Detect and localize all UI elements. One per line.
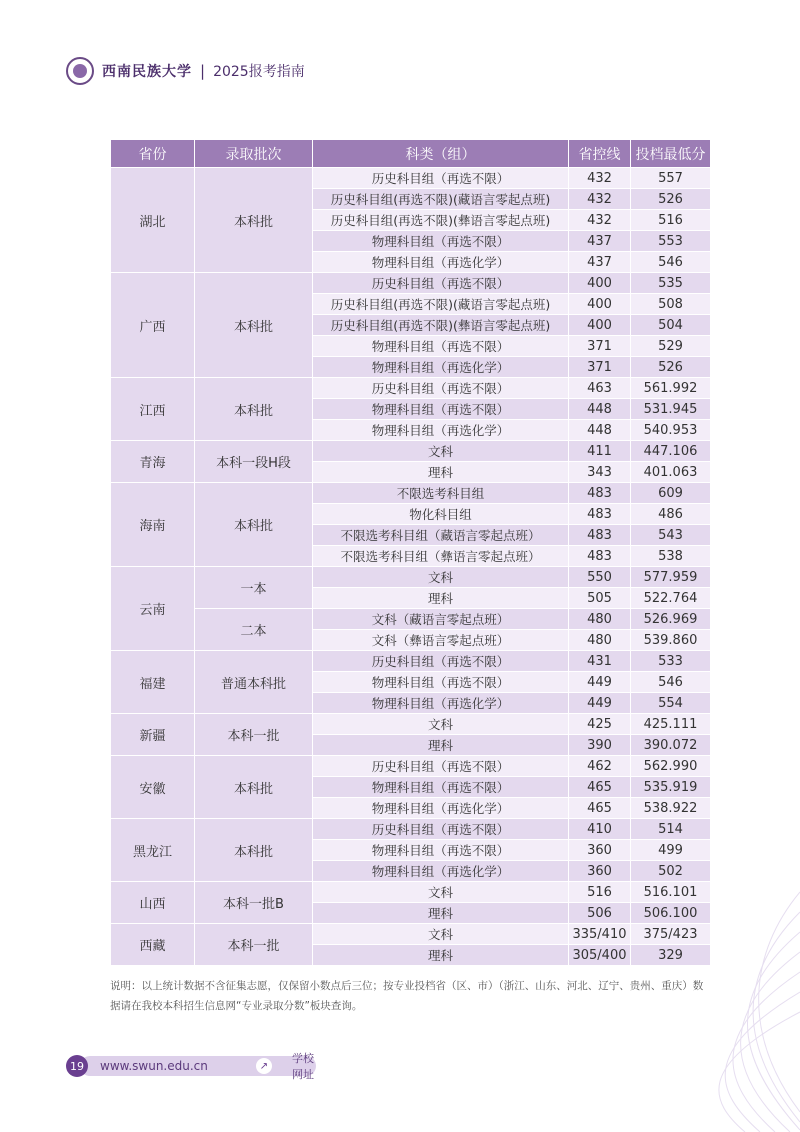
category-cell: 历史科目组(再选不限)(藏语言零起点班) bbox=[313, 294, 569, 315]
min-score-cell: 539.860 bbox=[631, 630, 711, 651]
province-cell: 广西 bbox=[111, 273, 195, 378]
province-cell: 黑龙江 bbox=[111, 819, 195, 882]
category-cell: 物理科目组（再选不限） bbox=[313, 399, 569, 420]
category-cell: 理科 bbox=[313, 735, 569, 756]
control-line-cell: 465 bbox=[569, 798, 631, 819]
province-cell: 江西 bbox=[111, 378, 195, 441]
control-line-cell: 400 bbox=[569, 294, 631, 315]
min-score-cell: 553 bbox=[631, 231, 711, 252]
min-score-cell: 538.922 bbox=[631, 798, 711, 819]
table-row bbox=[111, 273, 711, 294]
category-cell: 物理科目组（再选不限） bbox=[313, 777, 569, 798]
category-cell: 历史科目组（再选不限） bbox=[313, 651, 569, 672]
control-line-cell: 360 bbox=[569, 840, 631, 861]
category-cell: 历史科目组（再选不限） bbox=[313, 819, 569, 840]
min-score-cell: 531.945 bbox=[631, 399, 711, 420]
category-cell: 文科 bbox=[313, 441, 569, 462]
control-line-cell: 449 bbox=[569, 672, 631, 693]
table-body bbox=[111, 168, 711, 966]
table-header-row bbox=[111, 140, 711, 168]
category-cell: 历史科目组（再选不限） bbox=[313, 168, 569, 189]
category-cell: 物理科目组（再选化学） bbox=[313, 861, 569, 882]
category-cell: 物理科目组（再选化学） bbox=[313, 420, 569, 441]
control-line-cell: 305/400 bbox=[569, 945, 631, 966]
table-row bbox=[111, 756, 711, 777]
control-line-cell: 410 bbox=[569, 819, 631, 840]
university-logo bbox=[66, 57, 94, 85]
table-footnote: 说明：以上统计数据不含征集志愿，仅保留小数点后三位；按专业投档省（区、市）（浙江、山东、河北、辽宁、贵州、重庆）数据请在我校本科招生信息网“专业录取分数”板块查询。 bbox=[110, 980, 704, 1012]
batch-cell: 本科批 bbox=[195, 168, 313, 273]
control-line-cell: 371 bbox=[569, 336, 631, 357]
min-score-cell: 533 bbox=[631, 651, 711, 672]
min-score-cell: 516.101 bbox=[631, 882, 711, 903]
province-cell: 山西 bbox=[111, 882, 195, 924]
category-cell: 理科 bbox=[313, 945, 569, 966]
min-score-cell: 554 bbox=[631, 693, 711, 714]
control-line-cell: 483 bbox=[569, 546, 631, 567]
category-cell: 物理科目组（再选不限） bbox=[313, 231, 569, 252]
category-cell: 不限选考科目组（彝语言零起点班） bbox=[313, 546, 569, 567]
control-line-cell: 550 bbox=[569, 567, 631, 588]
website-link-bar[interactable] bbox=[80, 1052, 316, 1081]
table-row bbox=[111, 714, 711, 735]
min-score-cell: 526 bbox=[631, 357, 711, 378]
min-score-cell: 546 bbox=[631, 672, 711, 693]
control-line-cell: 411 bbox=[569, 441, 631, 462]
batch-cell: 普通本科批 bbox=[195, 651, 313, 714]
control-line-cell: 483 bbox=[569, 504, 631, 525]
province-cell: 新疆 bbox=[111, 714, 195, 756]
min-score-cell: 526.969 bbox=[631, 609, 711, 630]
control-line-cell: 425 bbox=[569, 714, 631, 735]
min-score-cell: 543 bbox=[631, 525, 711, 546]
category-cell: 物理科目组（再选不限） bbox=[313, 336, 569, 357]
category-cell: 物理科目组（再选不限） bbox=[313, 672, 569, 693]
batch-cell: 本科一段H段 bbox=[195, 441, 313, 483]
min-score-cell: 514 bbox=[631, 819, 711, 840]
batch-cell: 本科一批B bbox=[195, 882, 313, 924]
province-cell: 福建 bbox=[111, 651, 195, 714]
control-line-cell: 371 bbox=[569, 357, 631, 378]
control-line-cell: 437 bbox=[569, 231, 631, 252]
min-score-cell: 447.106 bbox=[631, 441, 711, 462]
control-line-cell: 432 bbox=[569, 189, 631, 210]
control-line-cell: 448 bbox=[569, 399, 631, 420]
min-score-cell: 506.100 bbox=[631, 903, 711, 924]
category-cell: 理科 bbox=[313, 588, 569, 609]
admission-score-table-wrapper bbox=[110, 139, 710, 966]
table-row bbox=[111, 483, 711, 504]
min-score-cell: 522.764 bbox=[631, 588, 711, 609]
batch-cell: 本科批 bbox=[195, 819, 313, 882]
category-cell: 物理科目组（再选化学） bbox=[313, 798, 569, 819]
table-row bbox=[111, 168, 711, 189]
control-line-cell: 400 bbox=[569, 273, 631, 294]
min-score-cell: 329 bbox=[631, 945, 711, 966]
control-line-cell: 480 bbox=[569, 609, 631, 630]
control-line-cell: 516 bbox=[569, 882, 631, 903]
min-score-cell: 535.919 bbox=[631, 777, 711, 798]
table-row bbox=[111, 609, 711, 630]
column-header-category: 科类（组） bbox=[313, 140, 569, 168]
category-cell: 文科 bbox=[313, 924, 569, 945]
category-cell: 不限选考科目组（藏语言零起点班） bbox=[313, 525, 569, 546]
table-row bbox=[111, 378, 711, 399]
page-header bbox=[66, 56, 305, 86]
decorative-wave-lines bbox=[600, 872, 800, 1132]
control-line-cell: 449 bbox=[569, 693, 631, 714]
min-score-cell: 375/423 bbox=[631, 924, 711, 945]
category-cell: 历史科目组(再选不限)(彝语言零起点班) bbox=[313, 210, 569, 231]
province-cell: 青海 bbox=[111, 441, 195, 483]
category-cell: 历史科目组（再选不限） bbox=[313, 756, 569, 777]
category-cell: 物理科目组（再选化学） bbox=[313, 252, 569, 273]
min-score-cell: 486 bbox=[631, 504, 711, 525]
category-cell: 物理科目组（再选不限） bbox=[313, 840, 569, 861]
batch-cell: 本科批 bbox=[195, 756, 313, 819]
category-cell: 物理科目组（再选化学） bbox=[313, 357, 569, 378]
min-score-cell: 538 bbox=[631, 546, 711, 567]
category-cell: 文科 bbox=[313, 714, 569, 735]
min-score-cell: 557 bbox=[631, 168, 711, 189]
control-line-cell: 437 bbox=[569, 252, 631, 273]
batch-cell: 二本 bbox=[195, 609, 313, 651]
control-line-cell: 463 bbox=[569, 378, 631, 399]
control-line-cell: 465 bbox=[569, 777, 631, 798]
guide-title: 2025报考指南 bbox=[213, 64, 305, 80]
control-line-cell: 483 bbox=[569, 525, 631, 546]
control-line-cell: 360 bbox=[569, 861, 631, 882]
category-cell: 历史科目组（再选不限） bbox=[313, 273, 569, 294]
category-cell: 物理科目组（再选化学） bbox=[313, 693, 569, 714]
header-separator: | bbox=[200, 62, 206, 80]
control-line-cell: 400 bbox=[569, 315, 631, 336]
page-footer bbox=[66, 1052, 316, 1081]
min-score-cell: 526 bbox=[631, 189, 711, 210]
control-line-cell: 390 bbox=[569, 735, 631, 756]
min-score-cell: 504 bbox=[631, 315, 711, 336]
category-cell: 历史科目组(再选不限)(藏语言零起点班) bbox=[313, 189, 569, 210]
control-line-cell: 432 bbox=[569, 168, 631, 189]
min-score-cell: 499 bbox=[631, 840, 711, 861]
university-name: 西南民族大学 bbox=[102, 64, 192, 80]
batch-cell: 本科批 bbox=[195, 273, 313, 378]
table-row bbox=[111, 651, 711, 672]
table-row bbox=[111, 819, 711, 840]
min-score-cell: 561.992 bbox=[631, 378, 711, 399]
control-line-cell: 462 bbox=[569, 756, 631, 777]
link-icon: ↗ bbox=[256, 1058, 272, 1074]
control-line-cell: 335/410 bbox=[569, 924, 631, 945]
min-score-cell: 516 bbox=[631, 210, 711, 231]
province-cell: 云南 bbox=[111, 567, 195, 651]
admission-score-table bbox=[110, 139, 711, 966]
category-cell: 历史科目组(再选不限)(彝语言零起点班) bbox=[313, 315, 569, 336]
min-score-cell: 508 bbox=[631, 294, 711, 315]
website-label: 学校网址 bbox=[292, 1052, 314, 1081]
control-line-cell: 432 bbox=[569, 210, 631, 231]
min-score-cell: 401.063 bbox=[631, 462, 711, 483]
category-cell: 不限选考科目组 bbox=[313, 483, 569, 504]
min-score-cell: 535 bbox=[631, 273, 711, 294]
control-line-cell: 506 bbox=[569, 903, 631, 924]
batch-cell: 本科一批 bbox=[195, 714, 313, 756]
min-score-cell: 390.072 bbox=[631, 735, 711, 756]
column-header-min-score: 投档最低分 bbox=[631, 140, 711, 168]
page-number: 19 bbox=[66, 1055, 88, 1077]
min-score-cell: 540.953 bbox=[631, 420, 711, 441]
category-cell: 理科 bbox=[313, 462, 569, 483]
control-line-cell: 431 bbox=[569, 651, 631, 672]
table-row bbox=[111, 567, 711, 588]
control-line-cell: 480 bbox=[569, 630, 631, 651]
min-score-cell: 502 bbox=[631, 861, 711, 882]
batch-cell: 本科批 bbox=[195, 378, 313, 441]
category-cell: 文科（藏语言零起点班） bbox=[313, 609, 569, 630]
min-score-cell: 577.959 bbox=[631, 567, 711, 588]
province-cell: 西藏 bbox=[111, 924, 195, 966]
category-cell: 理科 bbox=[313, 903, 569, 924]
min-score-cell: 425.111 bbox=[631, 714, 711, 735]
category-cell: 文科（彝语言零起点班） bbox=[313, 630, 569, 651]
province-cell: 海南 bbox=[111, 483, 195, 567]
batch-cell: 一本 bbox=[195, 567, 313, 609]
category-cell: 文科 bbox=[313, 567, 569, 588]
province-cell: 安徽 bbox=[111, 756, 195, 819]
category-cell: 历史科目组（再选不限） bbox=[313, 378, 569, 399]
min-score-cell: 546 bbox=[631, 252, 711, 273]
control-line-cell: 483 bbox=[569, 483, 631, 504]
website-url[interactable]: www.swun.edu.cn bbox=[100, 1059, 208, 1073]
batch-cell: 本科批 bbox=[195, 483, 313, 567]
category-cell: 物化科目组 bbox=[313, 504, 569, 525]
column-header-province: 省份 bbox=[111, 140, 195, 168]
min-score-cell: 609 bbox=[631, 483, 711, 504]
column-header-control-line: 省控线 bbox=[569, 140, 631, 168]
province-cell: 湖北 bbox=[111, 168, 195, 273]
batch-cell: 本科一批 bbox=[195, 924, 313, 966]
column-header-batch: 录取批次 bbox=[195, 140, 313, 168]
min-score-cell: 529 bbox=[631, 336, 711, 357]
min-score-cell: 562.990 bbox=[631, 756, 711, 777]
control-line-cell: 505 bbox=[569, 588, 631, 609]
control-line-cell: 343 bbox=[569, 462, 631, 483]
table-row bbox=[111, 441, 711, 462]
control-line-cell: 448 bbox=[569, 420, 631, 441]
category-cell: 文科 bbox=[313, 882, 569, 903]
